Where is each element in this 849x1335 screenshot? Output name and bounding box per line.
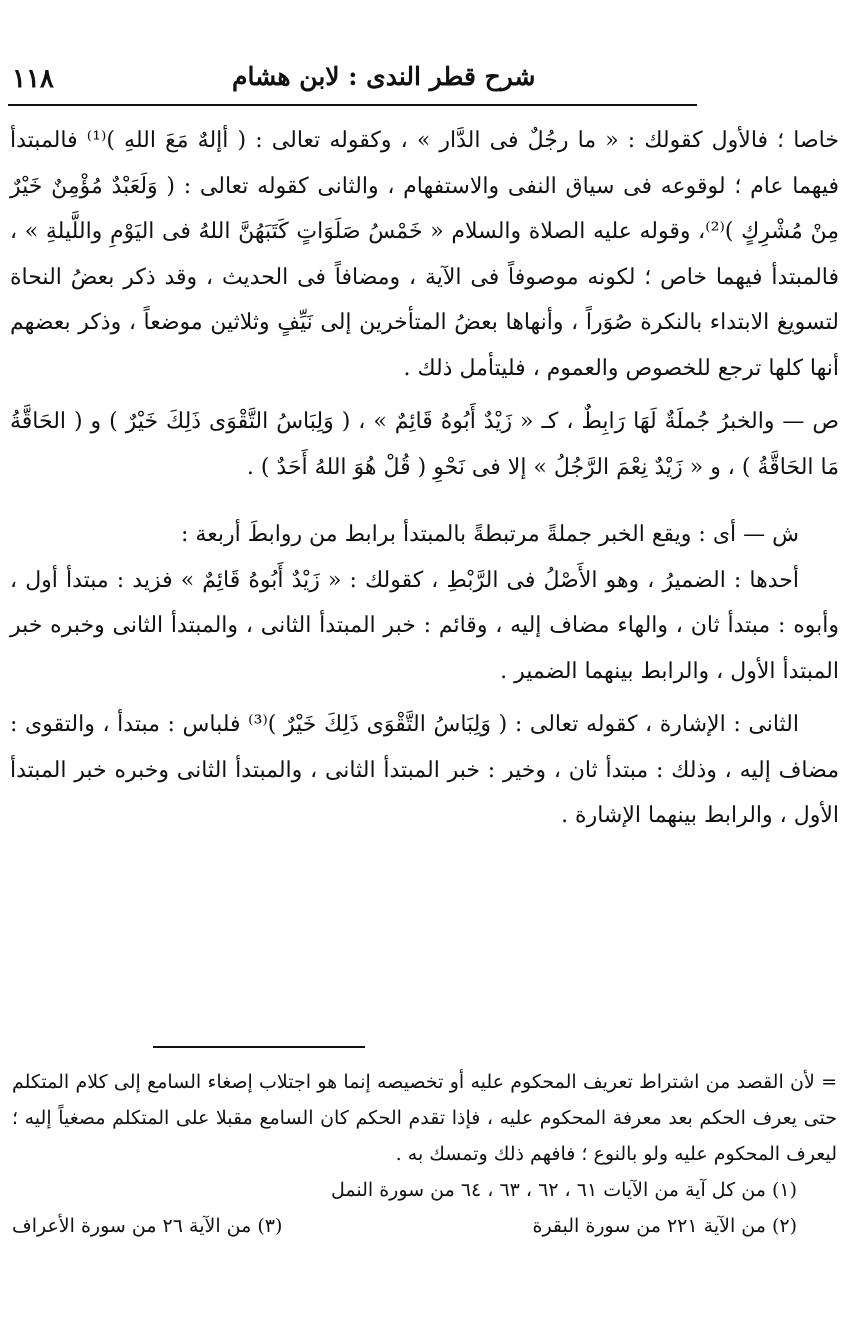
footnote-3: (٣) من الآية ٢٦ من سورة الأعراف <box>12 1215 283 1237</box>
main-text <box>10 118 839 839</box>
paragraph-second-link: الثانى : الإشارة ، كقوله تعالى : ( وَلِبَاسُ التَّقْوَى ذَلِكَ خَيْرٌ )⁽³⁾ فلباس : مبتدأ ، والتقوى : مضاف إليه ، وذلك : مبتدأ ثان ، وخير : خبر المبتدأ الثانى ، والمبتدأ الثانى وخبره خبر المبتدأ الأول ، والرابط بينهما الإشارة . <box>10 712 839 828</box>
footnote-row <box>12 1208 837 1244</box>
paragraph-gap <box>10 490 839 512</box>
paragraph-gap <box>10 391 839 399</box>
footnote-2: (٢) من الآية ٢٢١ من سورة البقرة <box>532 1215 797 1237</box>
paragraph-intro: خاصا ؛ فالأول كقولك : « ما رجُلٌ فى الدَّار » ، وكقوله تعالى : ( أإلهٌ مَعَ اللهِ )⁽¹⁾ فالمبتدأ فيهما عام ؛ لوقوعه فى سياق النفى والاستفهام ، والثانى كقوله تعالى : ( وَلَعَبْدٌ مُؤْمِنٌ خَيْرٌ مِنْ مُشْرِكٍ )⁽²⁾، وقوله عليه الصلاة والسلام « خَمْسُ صَلَوَاتٍ كَتَبَهُنَّ اللهُ فى اليَوْمِ واللَّيلةِ » ، فالمبتدأ فيهما خاص ؛ لكونه موصوفاً فى الآية ، ومضافاً فى الحديث ، وقد ذكر بعضُ النحاة لتسويغ الابتداء بالنكرة صُوَراً ، وأنهاها بعضُ المتأخرين إلى نَيِّفٍ وثلاثين موضعاً ، وذكر بعضهم أنها كلها ترجع للخصوص والعموم ، فليتأمل ذلك . <box>10 128 840 381</box>
page-header <box>12 58 751 98</box>
page-number: ١١٨ <box>12 64 54 94</box>
footnotes <box>12 1064 837 1244</box>
running-title: شرح قطر الندى : لابن هشام <box>232 62 536 91</box>
footnote-1: (١) من كل آية من الآيات ٦١ ، ٦٢ ، ٦٣ ، ٦٤ من سورة النمل <box>331 1179 797 1201</box>
paragraph-sharh: ش — أى : ويقع الخبر جملةً مرتبطةً بالمبتدأ برابط من روابطَ أربعة : <box>181 522 799 547</box>
footnote-continuation: = لأن القصد من اشتراط تعريف المحكوم عليه أو تخصيصه إنما هو اجتلاب إصغاء السامع إلى كلام المتكلم حتى يعرف الحكم بعد معرفة المحكوم عليه ، فإذا تقدم الحكم كان السامع مقبلا على المتكلم مصغياً إليه ؛ ليعرف المحكوم عليه ولو بالنوع ؛ فافهم ذلك وتمسك به . <box>12 1071 837 1165</box>
paragraph-first-link: أحدها : الضميرُ ، وهو الأَصْلُ فى الرَّبْطِ ، كقولك : « زَيْدٌ أَبُوهُ قَائِمٌ » فزيد : مبتدأ أول ، وأبوه : مبتدأ ثان ، والهاء مضاف إليه ، وقائم : خبر المبتدأ الثانى ، والمبتدأ الثانى وخبره خبر المبتدأ الأول ، والرابط بينهما الضمير . <box>10 567 839 684</box>
paragraph-gap <box>10 694 839 702</box>
paragraph-matn: ص — والخبرُ جُملَةٌ لَهَا رَابِطٌ ، كـ « زَيْدٌ أَبُوهُ قَائِمٌ » ، ( وَلِبَاسُ التَّقْوَى ذَلِكَ خَيْرٌ ) و ( الحَاقَّةُ مَا الحَاقَّةُ ) ، و « زَيْدٌ نِعْمَ الرَّجُلُ » إلا فى نَحْوِ ( قُلْ هُوَ اللهُ أَحَدٌ ) . <box>10 409 839 480</box>
header-rule <box>8 104 697 106</box>
footnote-rule <box>153 1046 365 1048</box>
